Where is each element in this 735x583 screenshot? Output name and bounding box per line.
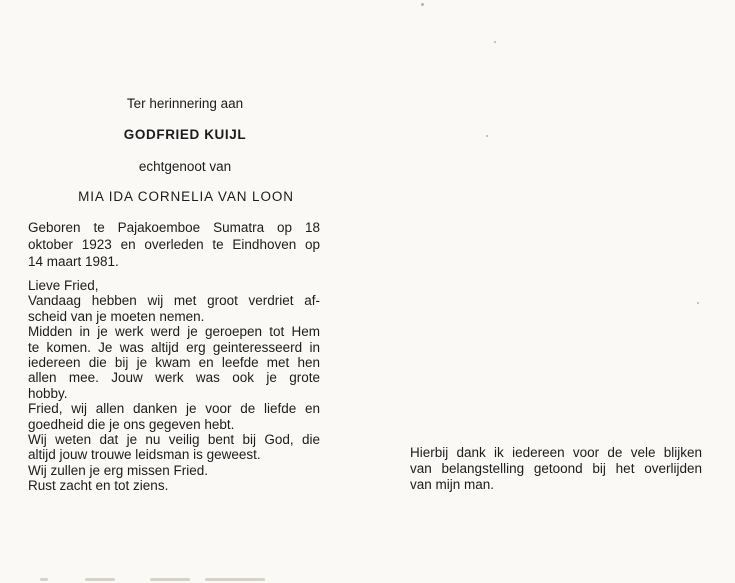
letter-line: Fried, wij allen danken je voor de liefde en — [28, 401, 320, 417]
biography — [28, 219, 320, 270]
letter-line: scheid van je moeten nemen. — [28, 308, 205, 324]
letter-line: Vandaag hebben wij met groot verdriet af- — [28, 293, 320, 309]
letter-line: iedereen die bij je kwam en leefde met hen — [28, 354, 320, 370]
letter-line: allen mee. Jouw werk was ook je grote — [28, 370, 320, 386]
thanks-note — [410, 445, 702, 493]
paper-speck — [494, 41, 496, 43]
spouse-name: MIA IDA CORNELIA VAN LOON — [78, 189, 294, 204]
letter-line: hobby. — [28, 385, 68, 401]
paper-speck — [486, 135, 488, 137]
bio-line: Geboren te Pajakoemboe Sumatra op 18 — [28, 220, 320, 235]
intro-text: Ter herinnering aan — [126, 96, 244, 111]
deceased-name: GODFRIED KUIJL — [123, 127, 247, 142]
bottom-edge-mark — [40, 578, 48, 581]
letter-line: te komen. Je was altijd erg geinteresseerd in — [28, 339, 320, 355]
thanks-line: van mijn man. — [410, 477, 495, 492]
farewell-letter — [28, 278, 320, 493]
spouse-label: echtgenoot van — [138, 159, 232, 174]
bottom-edge-mark — [150, 578, 190, 581]
bio-line: oktober 1923 en overleden te Eindhoven op — [28, 237, 320, 252]
bottom-edge-mark — [85, 578, 115, 581]
paper-speck — [697, 302, 699, 304]
letter-line: goedheid die je ons gegeven hebt. — [28, 416, 235, 432]
letter-line: altijd jouw trouwe leidsman is geweest. — [28, 447, 261, 463]
thanks-line: van belangstelling getoond bij het overlijden — [410, 461, 702, 476]
letter-line: Wij zullen je erg missen Fried. — [28, 462, 209, 478]
paper-speck — [421, 3, 424, 6]
letter-line: Rust zacht en tot ziens. — [28, 478, 169, 494]
letter-line: Midden in je werk werd je geroepen tot Hem — [28, 324, 320, 340]
bottom-edge-mark — [205, 578, 265, 581]
letter-line: Lieve Fried, — [28, 278, 99, 293]
letter-line: Wij weten dat je nu veilig bent bij God, die — [28, 431, 320, 447]
bio-line: 14 maart 1981. — [28, 254, 119, 269]
thanks-line: Hierbij dank ik iedereen voor de vele blijken — [410, 445, 702, 460]
